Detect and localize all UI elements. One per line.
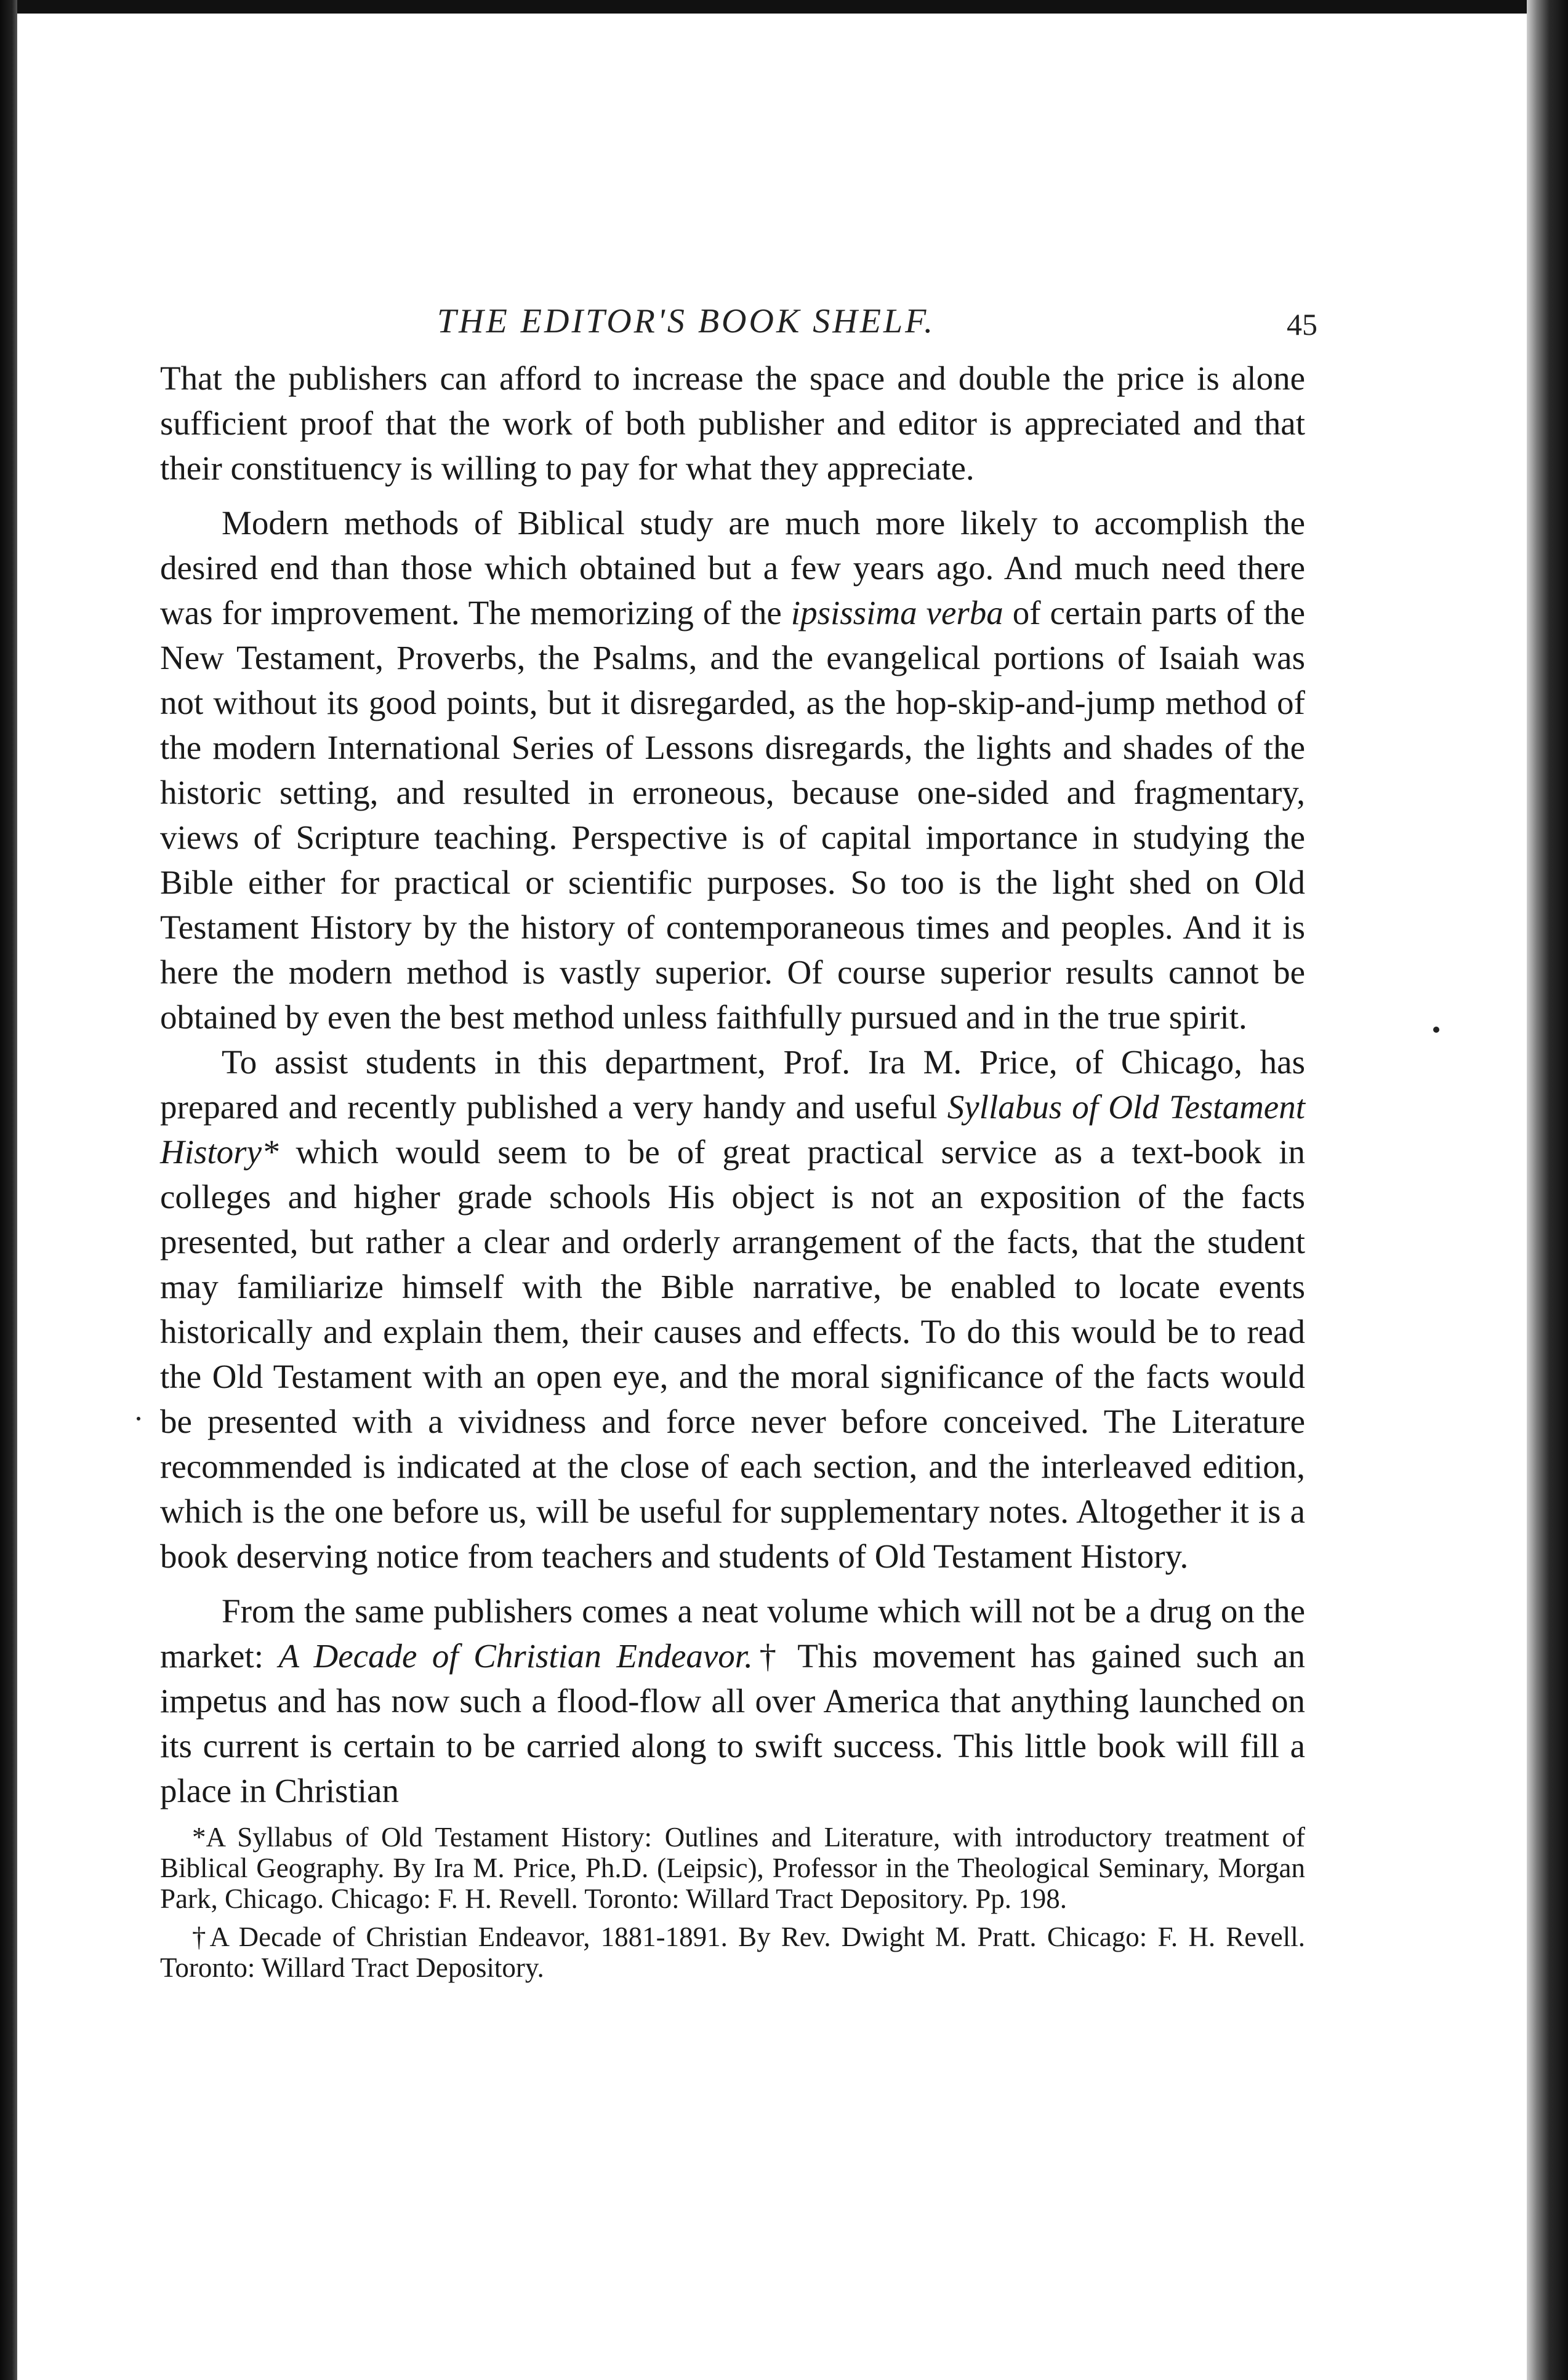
paragraph-2 — [160, 500, 1305, 1040]
footnote-2: †A Decade of Christian Endeavor, 1881-1891. By Rev. Dwight M. Pratt. Chicago: F. H. Revell. Toronto: Willard Tract Depository. — [160, 1921, 1305, 1983]
footnote-1: *A Syllabus of Old Testament History: Outlines and Literature, with introductory treatment of Biblical Geography. By Ira M. Price, Ph.D. (Leipsic), Professor in the Theological Seminary, Morgan Park, Chicago. Chicago: F. H. Revell. Toronto: Willard Tract Depository. Pp. 198. — [160, 1822, 1305, 1914]
paragraph-1 — [160, 356, 1305, 491]
running-title: THE EDITOR'S BOOK SHELF. — [437, 302, 936, 340]
paragraph-4 — [160, 1589, 1305, 1813]
scan-speck — [1433, 1027, 1439, 1033]
paragraph-4-text-a: From the same publishers comes a neat volume which will not be a drug on the market: — [160, 1592, 1305, 1675]
scan-right-edge — [1527, 0, 1568, 2380]
scan-speck — [137, 1417, 140, 1420]
footnotes — [160, 1822, 1305, 1983]
body-text — [160, 356, 1305, 1813]
paragraph-3-text-b: which would seem to be of great practical service as a text-book in colleges and higher grade schools His object is not an exposition of the facts presented, but rather a clear and orderly arrangement of the facts, that the student may familiarize himself with the Bible narrative, be enabled to locate events historically and explain them, their causes and effects. To do this would be to read the Old Testament with an open eye, and the moral significance of the facts would be presented with a vividness and force never before conceived. The Literature recommended is indicated at the close of each section, and the interleaved edition, which is the one before us, will be useful for supplementary notes. Altogether it is a book deserving notice from teachers and students of Old Testament History. — [160, 1133, 1305, 1575]
paragraph-3-text-a: To assist students in this department, Prof. Ira M. Price, of Chicago, has prepared and recently published a very handy and useful — [160, 1043, 1305, 1126]
paragraph-2-text-a: Modern methods of Biblical study are much more likely to accomplish the desired end than those which obtained but a few years ago. And much need there was for improvement. The memorizing of the — [160, 504, 1305, 631]
paragraph-3-italic: Syllabus of Old Testament History* — [160, 1088, 1305, 1171]
scan-left-edge — [0, 0, 17, 2380]
paragraph-3 — [160, 1040, 1305, 1579]
paragraph-1-text: That the publishers can afford to increase the space and double the price is alone sufficient proof that the work of both publisher and editor is appreciated and that their constituency is willing to pay for what they appreciate. — [160, 359, 1305, 487]
page-number: 45 — [1287, 307, 1317, 342]
paragraph-4-italic: A Decade of Christian Endeavor. — [278, 1637, 753, 1675]
paragraph-4-text-b: † This movement has gained such an impetus and has now such a flood-flow all over America that anything launched on its current is certain to be carried along to swift success. This little book will fill a place in Christian — [160, 1637, 1305, 1809]
scan-top-edge — [0, 0, 1568, 14]
paragraph-2-text-b: of certain parts of the New Testament, Proverbs, the Psalms, and the evangelical portions of Isaiah was not without its good points, but it disregarded, as the hop-skip-and-jump method of the modern International Series of Lessons disregards, the lights and shades of the historic setting, and resulted in erroneous, because one-sided and fragmentary, views of Scripture teaching. Perspective is of capital importance in studying the Bible either for practical or scientific purposes. So too is the light shed on Old Testament History by the history of contemporaneous times and peoples. And it is here the modern method is vastly superior. Of course superior results cannot be obtained by even the best method unless faithfully pursued and in the true spirit. — [160, 594, 1306, 1036]
running-head — [160, 289, 1317, 351]
paragraph-2-italic: ipsissima verba — [790, 594, 1003, 631]
book-page — [160, 289, 1317, 1983]
